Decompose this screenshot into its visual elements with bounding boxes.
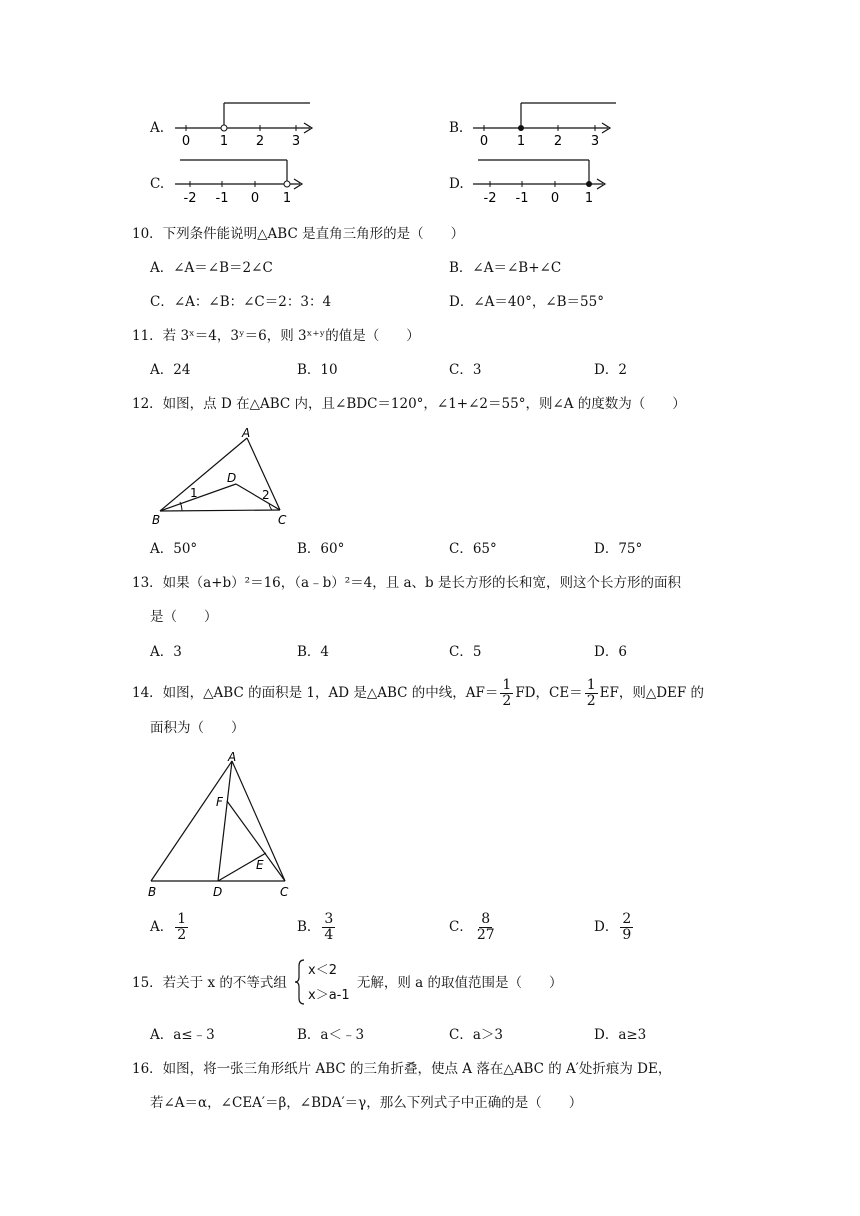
- tick-label: 1: [219, 134, 229, 149]
- triangle-figure-q12: [148, 424, 298, 528]
- tick-label: 1: [584, 191, 594, 206]
- tick-label: 1: [282, 191, 292, 206]
- q12-option-a[interactable]: A．50°: [150, 541, 198, 557]
- q15-option-c[interactable]: C．a＞3: [449, 1027, 503, 1043]
- q11-option-c[interactable]: C．3: [449, 362, 482, 378]
- q13-option-d[interactable]: D．6: [594, 644, 627, 660]
- fraction-denominator: 9: [622, 927, 632, 943]
- option-letter: A.: [150, 120, 165, 136]
- tick-label: 0: [250, 191, 260, 206]
- tick-label: 2: [553, 134, 563, 149]
- question-12-stem: 12．如图，点 D 在△ABC 内，且∠BDC＝120°，∠1+∠2＝55°，则∠A 的度数为（ ）: [132, 396, 686, 412]
- vertex-label-a: A: [228, 750, 237, 764]
- fraction-numerator: 2: [622, 911, 632, 927]
- q14-option-a[interactable]: [150, 908, 190, 946]
- fraction-denominator: 2: [177, 927, 187, 943]
- q11-option-a[interactable]: A．24: [150, 362, 191, 378]
- q13-option-b[interactable]: B．4: [297, 644, 330, 660]
- q14-option-d[interactable]: [594, 908, 635, 946]
- q10-option-b[interactable]: B．∠A＝∠B+∠C: [449, 260, 562, 276]
- tick-label: 0: [550, 191, 560, 206]
- tick-label: -1: [215, 191, 229, 206]
- vertex-label-f: F: [216, 795, 223, 809]
- inequality-1: x＜2: [308, 963, 337, 978]
- question-16-stem-line2: 若∠A＝α，∠CEA′＝β，∠BDA′＝γ，那么下列式子中正确的是（ ）: [150, 1095, 583, 1111]
- angle-label-1: 1: [190, 486, 198, 500]
- option-letter: D.: [449, 176, 464, 192]
- fraction-one-half: [585, 678, 598, 709]
- triangle-figure-q14: [143, 748, 303, 900]
- vertex-label-b: B: [148, 885, 157, 899]
- fraction-denominator: 27: [476, 927, 495, 943]
- inequality-brace: [294, 958, 306, 1006]
- tick-label: 3: [291, 134, 301, 149]
- q11-option-b[interactable]: B．10: [297, 362, 338, 378]
- q12-option-b[interactable]: B．60°: [297, 541, 345, 557]
- tick-label: -2: [483, 191, 497, 206]
- q10-option-a[interactable]: A．∠A＝∠B＝2∠C: [150, 260, 273, 276]
- question-13-stem-line2: 是（ ）: [150, 609, 218, 625]
- tick-label: 0: [479, 134, 489, 149]
- stem-text: 无解，则 a 的取值范围是（ ）: [356, 975, 563, 991]
- tick-label: 1: [516, 134, 526, 149]
- tick-label: 2: [255, 134, 265, 149]
- fraction-numerator: 3: [324, 911, 334, 927]
- option-letter: D．: [594, 919, 619, 935]
- fraction-one-half: [500, 678, 513, 709]
- tick-label: -1: [515, 191, 529, 206]
- vertex-label-b: B: [152, 513, 161, 527]
- stem-text: 15．若关于 x 的不等式组: [132, 975, 287, 991]
- q10-option-d[interactable]: D．∠A＝40°，∠B＝55°: [449, 294, 604, 310]
- question-16-stem-line1: 16．如图，将一张三角形纸片 ABC 的三角折叠，使点 A 落在△ABC 的 A′处折痕为 DE，: [132, 1061, 672, 1077]
- number-line-b: [468, 98, 618, 150]
- vertex-label-c: C: [280, 885, 289, 899]
- question-10-stem: 10．下列条件能说明△ABC 是直角三角形的是（ ）: [132, 226, 465, 242]
- vertex-label-e: E: [256, 858, 264, 872]
- q15-option-b[interactable]: B．a＜﹣3: [297, 1027, 365, 1043]
- inequality-2: x＞a-1: [308, 988, 350, 1003]
- tick-label: -2: [183, 191, 197, 206]
- stem-text: EF，则△DEF 的: [599, 685, 705, 701]
- vertex-label-d: D: [213, 885, 223, 899]
- fraction-denominator: 4: [324, 927, 334, 943]
- q14-option-b[interactable]: [297, 908, 337, 946]
- fraction-numerator: 8: [481, 911, 491, 927]
- q13-option-c[interactable]: C．5: [449, 644, 482, 660]
- number-line-d: [468, 155, 613, 207]
- q14-option-c[interactable]: [449, 908, 499, 946]
- option-letter: C．: [449, 919, 473, 935]
- question-13-stem-line1: 13．如果（a+b）²＝16，（a﹣b）²＝4，且 a、b 是长方形的长和宽，则这个长方形的面积: [132, 575, 681, 591]
- vertex-label-c: C: [278, 513, 287, 527]
- vertex-label-d: D: [227, 471, 237, 485]
- option-fraction: [620, 912, 633, 943]
- option-fraction: [175, 912, 188, 943]
- fraction-denominator: 2: [586, 693, 596, 709]
- stem-text: FD，CE＝: [515, 685, 583, 701]
- option-letter: B．: [297, 919, 321, 935]
- tick-label: 0: [181, 134, 191, 149]
- fraction-numerator: 1: [177, 911, 187, 927]
- vertex-label-a: A: [242, 426, 251, 440]
- q12-option-c[interactable]: C．65°: [449, 541, 497, 557]
- angle-label-2: 2: [262, 488, 270, 502]
- tick-label: 3: [590, 134, 600, 149]
- q13-option-a[interactable]: A．3: [150, 644, 182, 660]
- fraction-numerator: 1: [586, 677, 596, 693]
- option-fraction: [322, 912, 335, 943]
- q15-option-d[interactable]: D．a≥3: [594, 1027, 647, 1043]
- option-letter: C.: [150, 176, 165, 192]
- question-14-stem: [132, 676, 704, 710]
- fraction-numerator: 1: [502, 677, 512, 693]
- q10-option-c[interactable]: C．∠A：∠B：∠C＝2：3：4: [150, 294, 332, 310]
- q11-option-d[interactable]: D．2: [594, 362, 627, 378]
- question-11-stem: 11．若 3ˣ＝4，3ʸ＝6，则 3ˣ⁺ʸ的值是（ ）: [132, 328, 420, 344]
- stem-text: 14．如图，△ABC 的面积是 1，AD 是△ABC 的中线，AF＝: [132, 685, 499, 701]
- q12-option-d[interactable]: D．75°: [594, 541, 643, 557]
- fraction-denominator: 2: [502, 693, 512, 709]
- option-fraction: [475, 912, 497, 943]
- option-letter: A．: [150, 919, 174, 935]
- number-line-a: [170, 98, 320, 150]
- option-letter: B.: [449, 120, 464, 136]
- number-line-c: [170, 155, 310, 207]
- question-14-stem-line2: 面积为（ ）: [150, 720, 245, 736]
- q15-option-a[interactable]: A．a≤﹣3: [150, 1027, 215, 1043]
